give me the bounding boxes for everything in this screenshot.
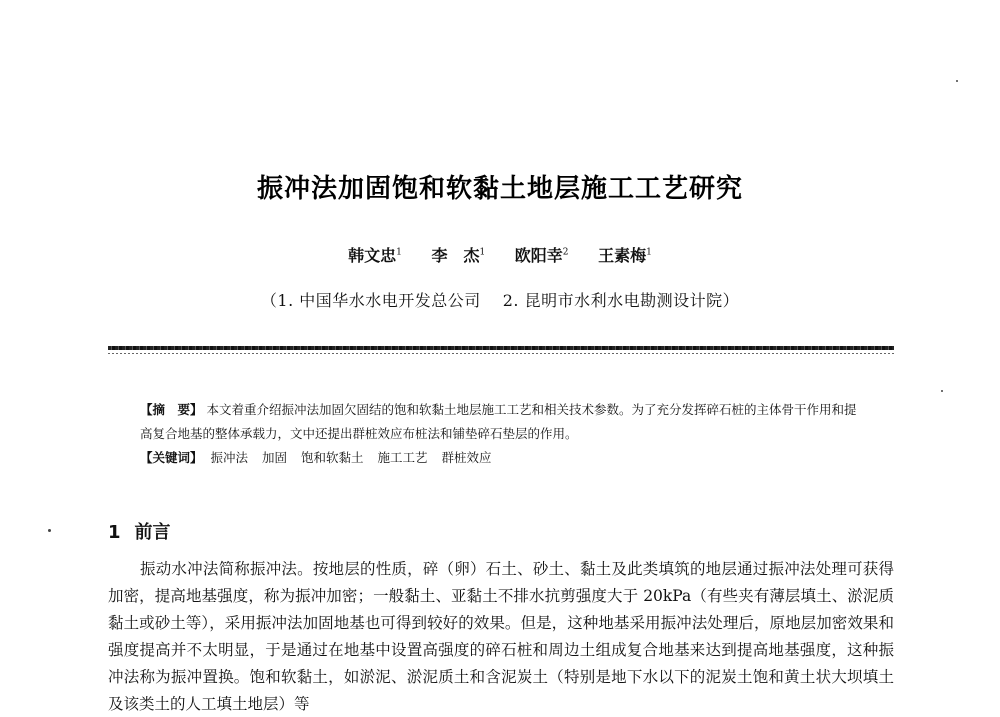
scan-speck <box>956 80 958 82</box>
affiliation-1: 1. 中国华水水电开发总公司 <box>277 291 481 310</box>
keywords-label: 【关键词】 <box>140 450 203 465</box>
keyword: 施工工艺 <box>377 450 428 465</box>
section-number: 1 <box>108 522 121 543</box>
abstract <box>140 398 862 446</box>
author <box>598 243 652 266</box>
scan-speck <box>941 390 943 392</box>
section-title: 前言 <box>134 522 171 543</box>
keyword: 饱和软黏土 <box>301 450 364 465</box>
abstract-block <box>140 398 862 470</box>
header-divider <box>108 346 894 350</box>
keyword: 群桩效应 <box>441 450 492 465</box>
paper-title: 振冲法加固饱和软黏土地层施工工艺研究 <box>256 174 743 204</box>
affiliation-close-paren: ） <box>722 291 740 310</box>
author <box>348 243 402 266</box>
keywords <box>140 446 862 470</box>
author-name: 李 杰 <box>431 246 480 265</box>
author-affiliation-marker: 1 <box>396 247 402 258</box>
author-name: 王素梅 <box>598 246 647 265</box>
author <box>431 243 485 266</box>
author-list <box>0 243 1000 266</box>
abstract-text: 本文着重介绍振冲法加固欠固结的饱和软黏土地层施工工艺和相关技术参数。为了充分发挥碎石桩的主体骨干作用和提高复合地基的整体承载力，文中还提出群桩效应布桩法和铺垫碎石垫层的作用。 <box>140 402 857 441</box>
section-heading <box>108 518 171 544</box>
body-paragraph: 振动水冲法简称振冲法。按地层的性质，碎（卵）石土、砂土、黏土及此类填筑的地层通过振冲法处理可获得加密，提高地基强度，称为振冲加密；一般黏土、亚黏土不排水抗剪强度大于 20kPa（有些夹有薄层填土、淤泥质黏土或砂土等），采用振冲法加固地基也可得到较好的效果。但是，这种地基采用振冲法处理后，原地层加密效果和强度提高并不太明显，于是通过在地基中设置高强度的碎石桩和周边土组成复合地基来达到提高地基强度，这种振冲法称为振冲置换。饱和软黏土，如淤泥、淤泥质土和含泥炭土（特别是地下水以下的泥炭土饱和黄土状大坝填土及该类土的人工填土地层）等 <box>108 560 894 713</box>
abstract-label: 【摘 要】 <box>140 402 203 417</box>
affiliation-open-paren: （ <box>260 291 278 310</box>
body-text <box>108 556 894 717</box>
author <box>515 243 569 266</box>
affiliation-2: 2. 昆明市水利水电勘测设计院 <box>502 291 723 310</box>
header-divider-thin <box>108 353 894 354</box>
scan-speck <box>48 529 51 532</box>
author-affiliation-marker: 1 <box>646 247 652 258</box>
author-name: 欧阳幸 <box>514 246 563 265</box>
affiliations <box>0 288 1000 311</box>
author-affiliation-marker: 1 <box>479 247 486 258</box>
keyword: 加固 <box>261 450 287 465</box>
keyword: 振冲法 <box>210 450 248 465</box>
author-affiliation-marker: 2 <box>562 247 569 258</box>
author-name: 韩文忠 <box>348 246 397 265</box>
